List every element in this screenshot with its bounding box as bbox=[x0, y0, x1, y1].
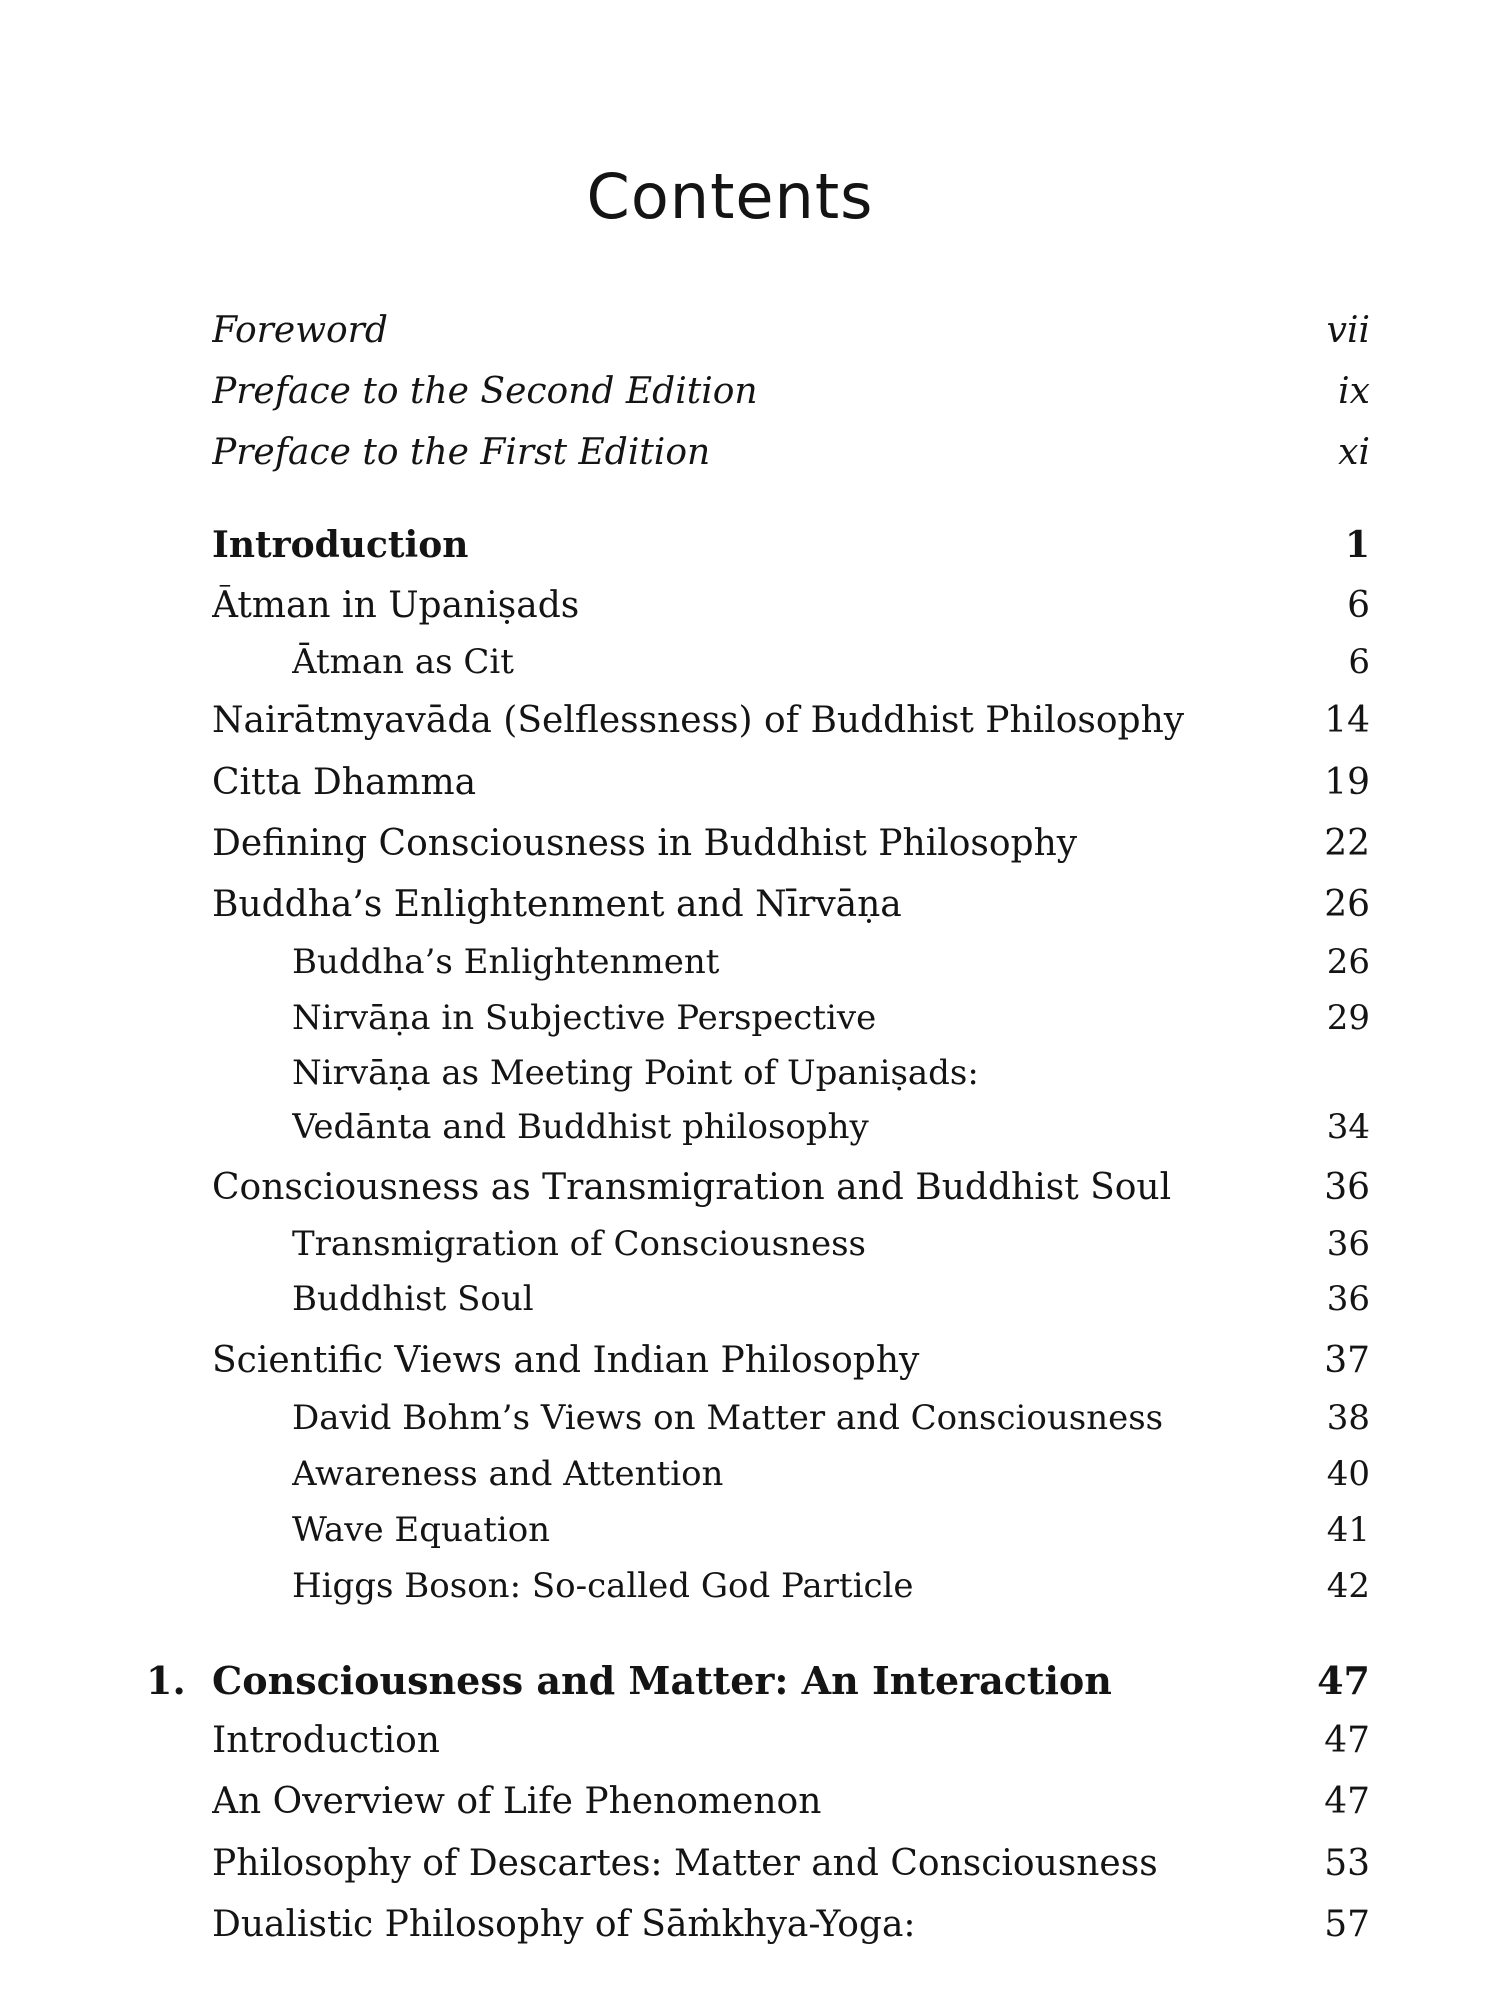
toc-subentry[interactable] bbox=[292, 1398, 1370, 1448]
toc-entry-title: An Overview of Life Phenomenon bbox=[212, 1781, 822, 1822]
toc-entry-title: Citta Dhamma bbox=[212, 762, 477, 803]
toc-entry-title: Preface to the First Edition bbox=[212, 432, 711, 473]
toc-entry-title: Vedānta and Buddhist philosophy bbox=[292, 1107, 869, 1147]
toc-subentry[interactable] bbox=[292, 998, 1370, 1048]
toc-subentry[interactable] bbox=[292, 1053, 1370, 1103]
toc-section-title: Introduction bbox=[212, 524, 469, 566]
toc-section-introduction[interactable] bbox=[212, 524, 1370, 574]
toc-entry-title: Preface to the Second Edition bbox=[212, 371, 758, 412]
toc-entry-title: Transmigration of Consciousness bbox=[292, 1224, 866, 1264]
toc-subentry[interactable] bbox=[292, 1224, 1370, 1274]
toc-entry-title: Awareness and Attention bbox=[292, 1454, 724, 1494]
toc-entry-page: 57 bbox=[1324, 1904, 1370, 1945]
toc-chapter-page: 47 bbox=[1317, 1658, 1370, 1703]
toc-entry-title: Scientific Views and Indian Philosophy bbox=[212, 1340, 920, 1381]
toc-entry[interactable] bbox=[212, 1340, 1370, 1390]
toc-entry[interactable] bbox=[212, 762, 1370, 812]
toc-entry-title: Consciousness as Transmigration and Buddhist Soul bbox=[212, 1167, 1172, 1208]
toc-entry-title: Foreword bbox=[212, 310, 388, 351]
toc-entry-page: 26 bbox=[1324, 884, 1370, 925]
toc-entry-page: 53 bbox=[1324, 1843, 1370, 1884]
toc-entry-page: 6 bbox=[1348, 642, 1370, 682]
toc-entry-title: Ātman as Cit bbox=[292, 642, 514, 682]
toc-entry-title: Dualistic Philosophy of Sāṁkhya-Yoga: bbox=[212, 1904, 916, 1945]
toc-entry-page: 36 bbox=[1326, 1224, 1370, 1264]
toc-entry-page: 40 bbox=[1326, 1454, 1370, 1494]
toc-entry-foreword[interactable] bbox=[212, 310, 1370, 360]
toc-subentry[interactable] bbox=[292, 942, 1370, 992]
toc-entry-page: 14 bbox=[1324, 700, 1370, 741]
toc-entry-page: 34 bbox=[1326, 1107, 1370, 1147]
toc-entry-title: Introduction bbox=[212, 1720, 440, 1761]
toc-subentry[interactable] bbox=[292, 1510, 1370, 1560]
toc-entry-page: 41 bbox=[1326, 1510, 1370, 1550]
toc-entry[interactable] bbox=[212, 1904, 1370, 1954]
toc-entry-title: Nirvāṇa in Subjective Perspective bbox=[292, 998, 877, 1038]
toc-entry-title: Buddha’s Enlightenment bbox=[292, 942, 720, 982]
toc-entry-page: 36 bbox=[1326, 1279, 1370, 1319]
toc-entry-page: 47 bbox=[1324, 1720, 1370, 1761]
toc-entry[interactable] bbox=[212, 585, 1370, 635]
toc-subentry[interactable] bbox=[292, 1454, 1370, 1504]
toc-entry[interactable] bbox=[212, 1167, 1370, 1217]
toc-entry-page: 6 bbox=[1347, 585, 1370, 626]
toc-entry[interactable] bbox=[212, 700, 1370, 750]
toc-entry-page: 38 bbox=[1326, 1398, 1370, 1438]
toc-entry-preface-second[interactable] bbox=[212, 371, 1370, 421]
toc-chapter-number: 1. bbox=[146, 1658, 186, 1703]
toc-subentry[interactable] bbox=[292, 642, 1370, 692]
toc-entry-page: 47 bbox=[1324, 1781, 1370, 1822]
toc-entry-page: 29 bbox=[1326, 998, 1370, 1038]
toc-subentry[interactable] bbox=[292, 1279, 1370, 1329]
toc-entry-page: 36 bbox=[1324, 1167, 1370, 1208]
toc-entry-page: 22 bbox=[1324, 823, 1370, 864]
toc-entry[interactable] bbox=[212, 1720, 1370, 1770]
toc-entry-page: 19 bbox=[1324, 762, 1370, 803]
toc-entry[interactable] bbox=[212, 823, 1370, 873]
toc-entry[interactable] bbox=[212, 884, 1370, 934]
toc-entry-preface-first[interactable] bbox=[212, 432, 1370, 482]
toc-subentry[interactable] bbox=[292, 1566, 1370, 1616]
toc-entry-page: vii bbox=[1326, 310, 1370, 351]
toc-entry-page: ix bbox=[1338, 371, 1370, 412]
toc-entry-page: 37 bbox=[1324, 1340, 1370, 1381]
toc-entry[interactable] bbox=[212, 1843, 1370, 1893]
toc-entry-title: Buddhist Soul bbox=[292, 1279, 534, 1319]
toc-entry-page: xi bbox=[1338, 432, 1370, 473]
toc-entry-page: 42 bbox=[1326, 1566, 1370, 1606]
toc-entry-title: Philosophy of Descartes: Matter and Consciousness bbox=[212, 1843, 1158, 1884]
toc-entry-page: 26 bbox=[1326, 942, 1370, 982]
toc-entry-title: Wave Equation bbox=[292, 1510, 551, 1550]
toc-entry-title: Defining Consciousness in Buddhist Philosophy bbox=[212, 823, 1078, 864]
page-title: Contents bbox=[586, 160, 874, 233]
toc-entry-title: Higgs Boson: So-called God Particle bbox=[292, 1566, 914, 1606]
toc-section-page: 1 bbox=[1344, 524, 1370, 566]
toc-chapter-1[interactable] bbox=[146, 1658, 1370, 1708]
toc-subentry[interactable] bbox=[292, 1107, 1370, 1157]
toc-entry-title: Nirvāṇa as Meeting Point of Upaniṣads: bbox=[292, 1053, 979, 1093]
toc-entry-title: Buddha’s Enlightenment and Nīrvāṇa bbox=[212, 884, 902, 925]
toc-entry-title: Nairātmyavāda (Selflessness) of Buddhist Philosophy bbox=[212, 700, 1185, 741]
toc-entry[interactable] bbox=[212, 1781, 1370, 1831]
toc-entry-title: Ātman in Upaniṣads bbox=[212, 585, 580, 626]
toc-entry-title: David Bohm’s Views on Matter and Consciousness bbox=[292, 1398, 1164, 1438]
toc-chapter-title: Consciousness and Matter: An Interaction bbox=[212, 1658, 1112, 1703]
